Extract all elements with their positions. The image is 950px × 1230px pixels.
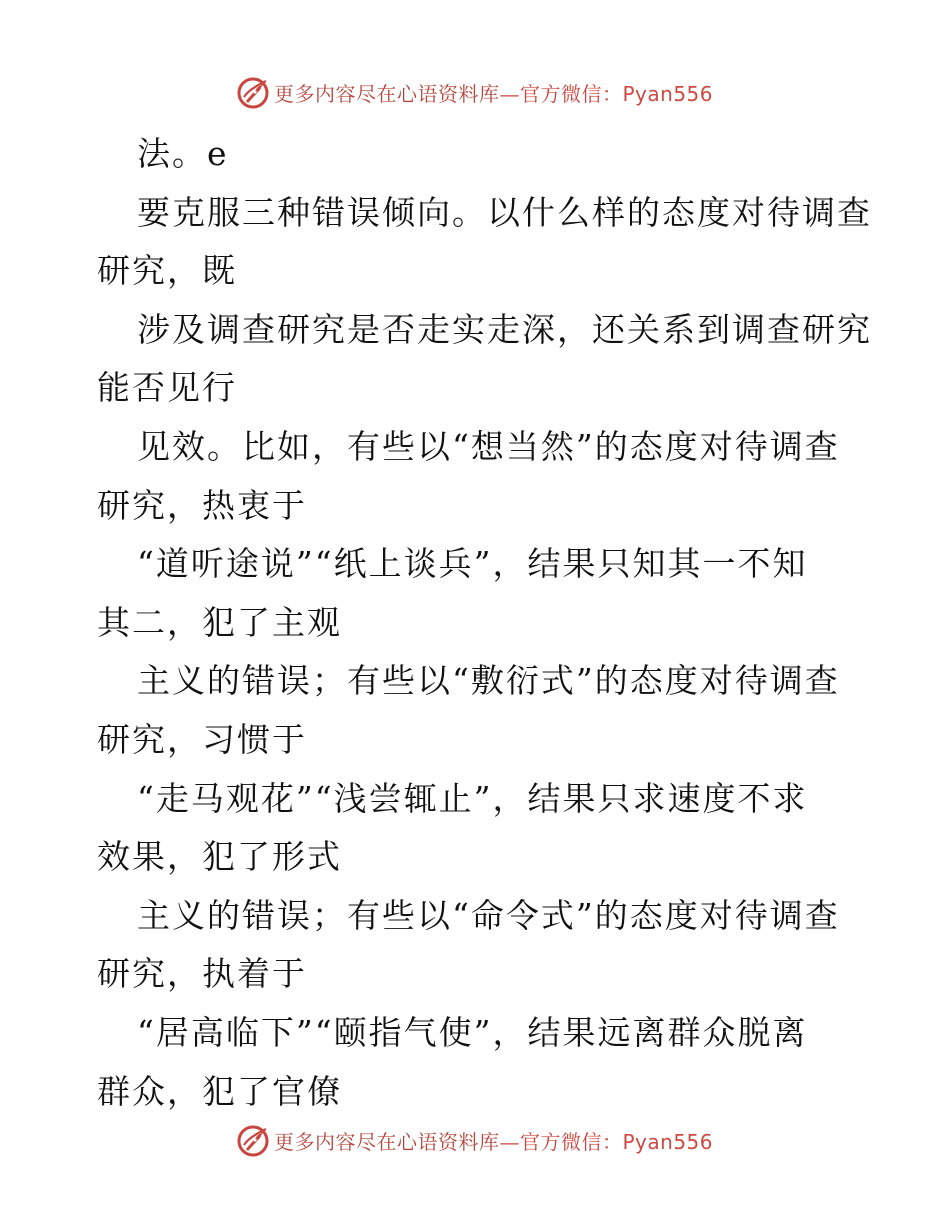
pen-nib-logo-icon xyxy=(236,75,270,109)
footer-separator: — xyxy=(499,1129,520,1154)
header-wechat-label: 官方微信： xyxy=(520,81,623,106)
text-line: 其二，犯了主观 xyxy=(97,602,342,642)
text-line: 效果，犯了形式 xyxy=(97,837,342,877)
footer-brand-text: 更多内容尽在心语资料库 xyxy=(274,1129,500,1154)
footer-watermark-banner xyxy=(0,1120,950,1160)
header-brand-text: 更多内容尽在心语资料库 xyxy=(274,81,500,106)
footer-wechat-id: Pyan556 xyxy=(622,1129,714,1154)
text-line: 群众，犯了官僚 xyxy=(97,1071,342,1111)
text-line: 研究，热衷于 xyxy=(97,485,307,525)
text-line: “道听途说”“纸上谈兵”，结果只知其一不知 xyxy=(137,544,808,584)
body-text xyxy=(97,125,872,1121)
header-separator: — xyxy=(499,81,520,106)
text-line: 研究，执着于 xyxy=(97,954,307,994)
text-line: 主义的错误；有些以“敷衍式”的态度对待调查 xyxy=(137,661,840,701)
header-banner-text xyxy=(274,78,713,107)
pen-nib-logo-icon xyxy=(236,1123,270,1157)
text-line: “走马观花”“浅尝辄止”，结果只求速度不求 xyxy=(137,778,808,818)
text-line: 见效。比如，有些以“想当然”的态度对待调查 xyxy=(137,426,840,466)
text-line: 涉及调查研究是否走实走深，还关系到调查研究 xyxy=(137,309,872,349)
text-line: “居高临下”“颐指气使”，结果远离群众脱离 xyxy=(137,1012,808,1052)
text-line: 研究，习惯于 xyxy=(97,719,307,759)
header-wechat-id: Pyan556 xyxy=(622,81,714,106)
text-line: 研究，既 xyxy=(97,251,237,291)
text-line: 法。e xyxy=(137,134,229,173)
footer-wechat-label: 官方微信： xyxy=(520,1129,623,1154)
text-line: 能否见行 xyxy=(97,368,237,408)
text-line: 主义的错误；有些以“命令式”的态度对待调查 xyxy=(137,895,840,935)
footer-banner-text xyxy=(274,1126,713,1155)
header-watermark-banner xyxy=(0,72,950,112)
text-line: 要克服三种错误倾向。以什么样的态度对待调查 xyxy=(137,192,872,232)
